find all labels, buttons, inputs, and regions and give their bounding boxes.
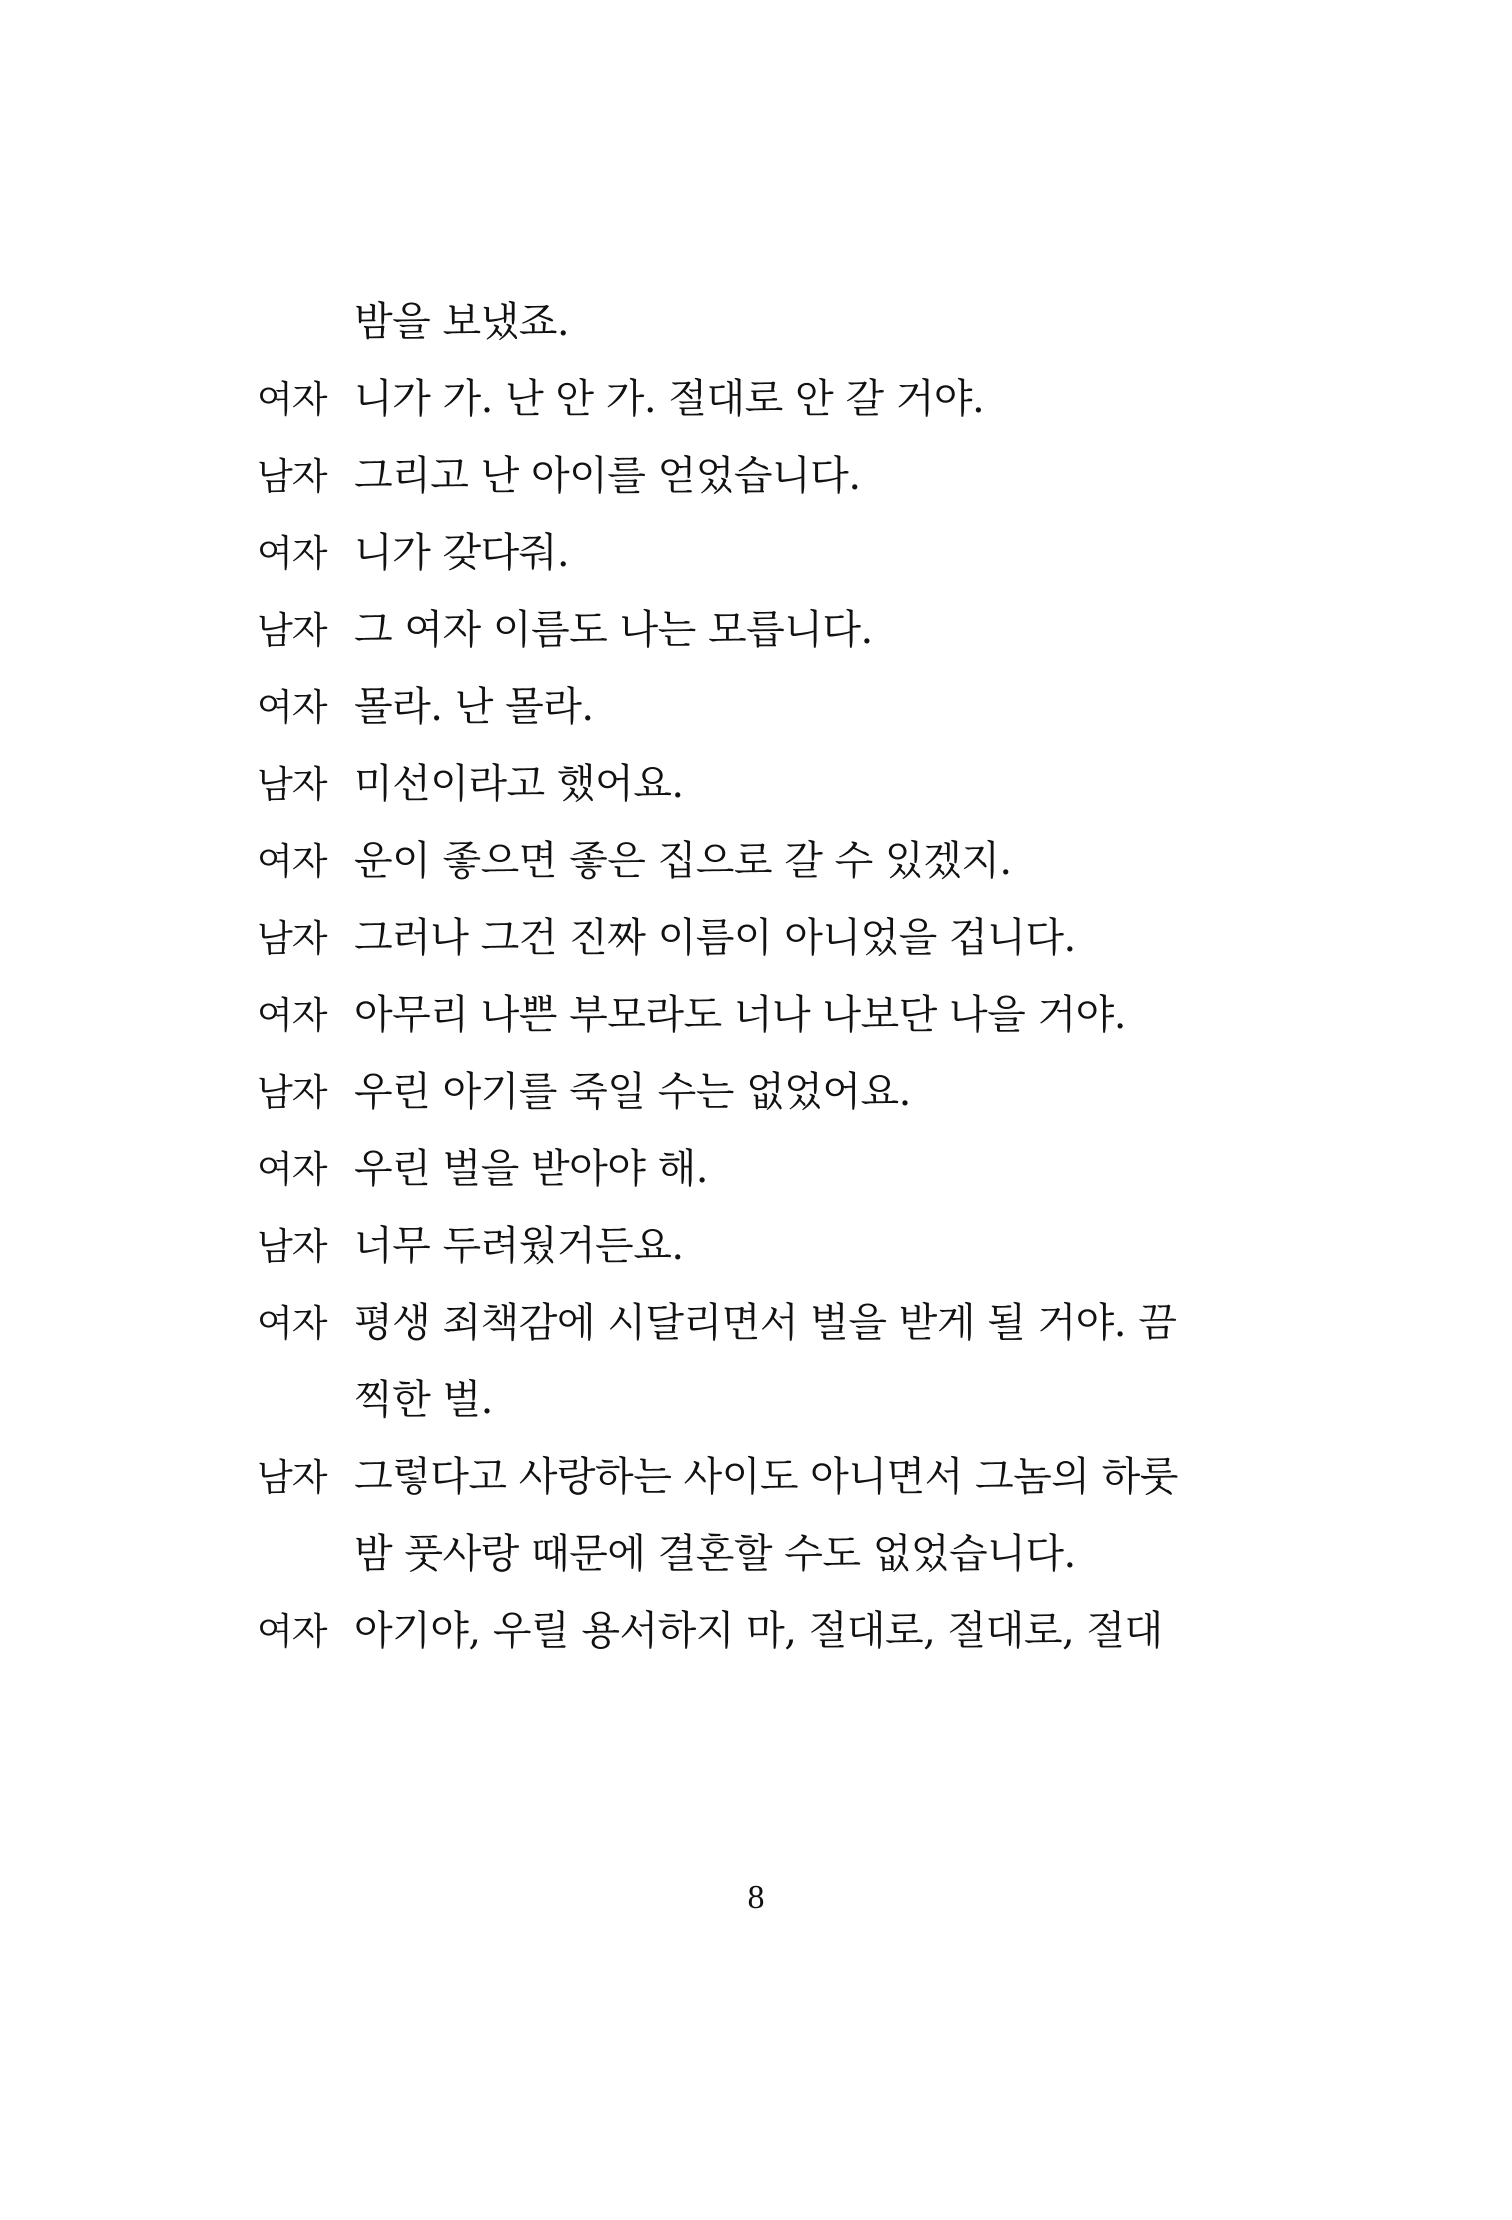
- speaker-label: 여자: [257, 994, 327, 1037]
- dialogue-line: [257, 592, 1297, 669]
- dialogue-text: 찍한 벌.: [354, 1377, 493, 1423]
- dialogue-text: 그리고 난 아이를 얻었습니다.: [354, 453, 861, 499]
- speaker-label: 여자: [257, 532, 327, 575]
- dialogue-line: [257, 669, 1297, 746]
- speaker-label: 남자: [257, 1456, 327, 1499]
- dialogue-text: 미선이라고 했어요.: [354, 761, 684, 807]
- dialogue-text: 아무리 나쁜 부모라도 너나 나보단 나을 거야.: [354, 992, 1127, 1038]
- dialogue-text: 너무 두려웠거든요.: [354, 1223, 684, 1269]
- dialogue-text: 우린 벌을 받아야 해.: [354, 1146, 708, 1192]
- dialogue-line: [257, 1208, 1297, 1285]
- dialogue-line: [257, 1054, 1297, 1131]
- dialogue-line: [257, 746, 1297, 823]
- dialogue-line: [257, 1362, 1297, 1439]
- speaker-label: 여자: [257, 686, 327, 729]
- speaker-label: 남자: [257, 609, 327, 652]
- dialogue-text: 밤을 보냈죠.: [354, 299, 570, 345]
- dialogue-line: [257, 1131, 1297, 1208]
- dialogue-line: [257, 438, 1297, 515]
- dialogue-line: [257, 1593, 1297, 1670]
- dialogue-text: 운이 좋으면 좋은 집으로 갈 수 있겠지.: [354, 838, 1012, 884]
- speaker-label: 여자: [257, 378, 327, 421]
- dialogue-text: 그러나 그건 진짜 이름이 아니었을 겁니다.: [354, 915, 1076, 961]
- speaker-label: 여자: [257, 1610, 327, 1653]
- dialogue-text: 평생 죄책감에 시달리면서 벌을 받게 될 거야. 끔: [354, 1300, 1177, 1346]
- speaker-label: 남자: [257, 763, 327, 806]
- dialogue-text: 우린 아기를 죽일 수는 없었어요.: [354, 1069, 911, 1115]
- speaker-label: 남자: [257, 455, 327, 498]
- speaker-label: 여자: [257, 1148, 327, 1191]
- dialogue-line: [257, 1516, 1297, 1593]
- dialogue-line: [257, 361, 1297, 438]
- speaker-label: 남자: [257, 1071, 327, 1114]
- dialogue-text: 니가 가. 난 안 가. 절대로 안 갈 거야.: [354, 376, 985, 422]
- dialogue-line: [257, 823, 1297, 900]
- dialogue-line: [257, 1439, 1297, 1516]
- dialogue-line: [257, 1285, 1297, 1362]
- dialogue-text: 그렇다고 사랑하는 사이도 아니면서 그놈의 하룻: [354, 1454, 1178, 1500]
- dialogue-text: 니가 갖다줘.: [354, 530, 570, 576]
- speaker-label: 여자: [257, 840, 327, 883]
- dialogue-line: [257, 900, 1297, 977]
- script-dialogue: [257, 284, 1297, 1670]
- speaker-label: 남자: [257, 917, 327, 960]
- dialogue-text: 몰라. 난 몰라.: [354, 684, 594, 730]
- dialogue-text: 밤 풋사랑 때문에 결혼할 수도 없었습니다.: [354, 1531, 1076, 1577]
- dialogue-text: 아기야, 우릴 용서하지 마, 절대로, 절대로, 절대: [354, 1608, 1163, 1654]
- dialogue-line: [257, 515, 1297, 592]
- dialogue-line: [257, 977, 1297, 1054]
- dialogue-text: 그 여자 이름도 나는 모릅니다.: [354, 607, 873, 653]
- page-number: 8: [747, 1879, 765, 1916]
- speaker-label: 여자: [257, 1302, 327, 1345]
- dialogue-line: [257, 284, 1297, 361]
- speaker-label: 남자: [257, 1225, 327, 1268]
